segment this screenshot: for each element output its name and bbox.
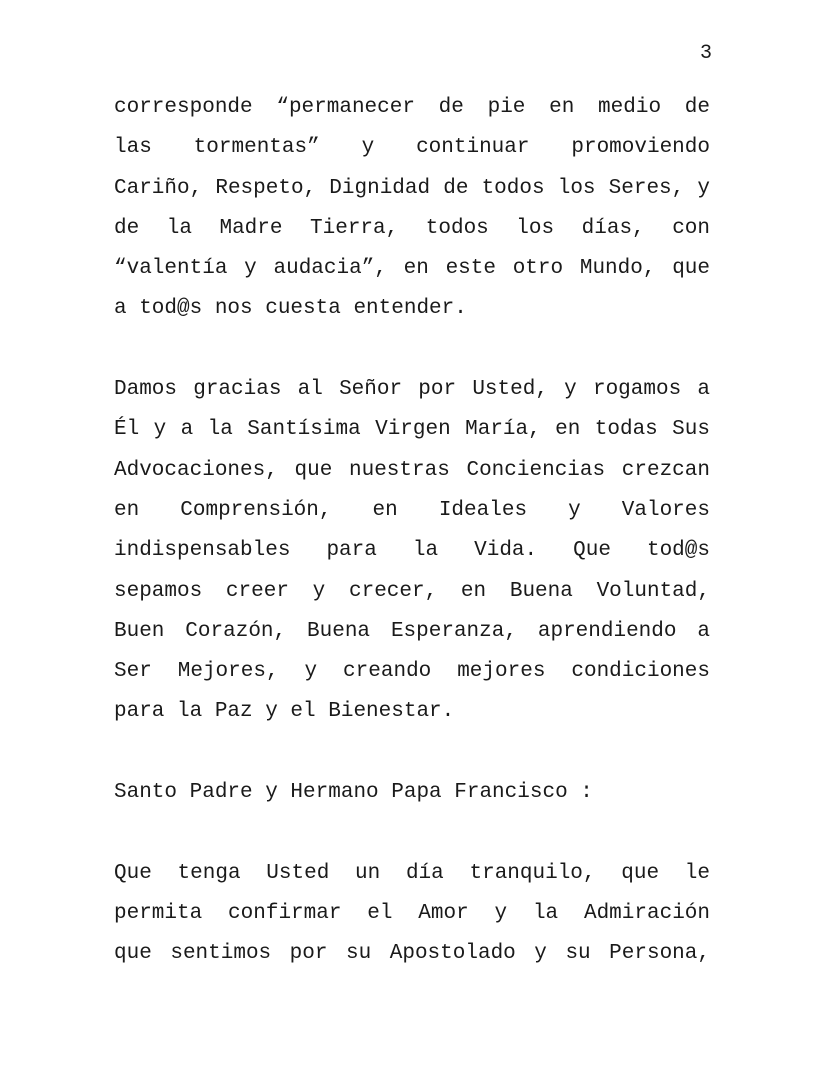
document-body: [114, 88, 710, 1015]
text-line: Él y a la Santísima Virgen María, en todas Sus: [114, 418, 710, 442]
text-line: de la Madre Tierra, todos los días, con: [114, 216, 710, 240]
page-number: 3: [699, 42, 712, 65]
text-line: Ser Mejores, y creando mejores condiciones: [114, 660, 710, 684]
paragraph: [114, 88, 710, 330]
text-line: Damos gracias al Señor por Usted, y rogamos a: [114, 378, 710, 402]
text-line: corresponde “permanecer de pie en medio de: [114, 96, 710, 119]
text-line: a tod@s nos cuesta entender.: [114, 297, 467, 321]
text-line: Advocaciones, que nuestras Conciencias crezcan: [114, 458, 710, 482]
text-line: indispensables para la Vida. Que tod@s: [114, 539, 710, 563]
text-line: Cariño, Respeto, Dignidad de todos los Seres, y: [114, 176, 710, 200]
text-line: permita confirmar el Amor y la Admiración: [114, 901, 710, 925]
text-line: “valentía y audacia”, en este otro Mundo, que: [114, 257, 710, 281]
text-line: sepamos creer y crecer, en Buena Voluntad,: [114, 579, 710, 603]
paragraph: [114, 854, 710, 975]
text-line: en Comprensión, en Ideales y Valores: [114, 498, 710, 522]
text-line: Buen Corazón, Buena Esperanza, aprendiendo a: [114, 619, 710, 643]
text-line: que sentimos por su Apostolado y su Persona,: [114, 942, 710, 966]
text-line: para la Paz y el Bienestar.: [114, 700, 455, 724]
text-line: Que tenga Usted un día tranquilo, que le: [114, 861, 710, 885]
paragraph: [114, 370, 710, 733]
text-line: las tormentas” y continuar promoviendo: [114, 136, 710, 160]
text-line: Santo Padre y Hermano Papa Francisco :: [114, 781, 593, 805]
paragraph-salutation: [114, 773, 710, 813]
